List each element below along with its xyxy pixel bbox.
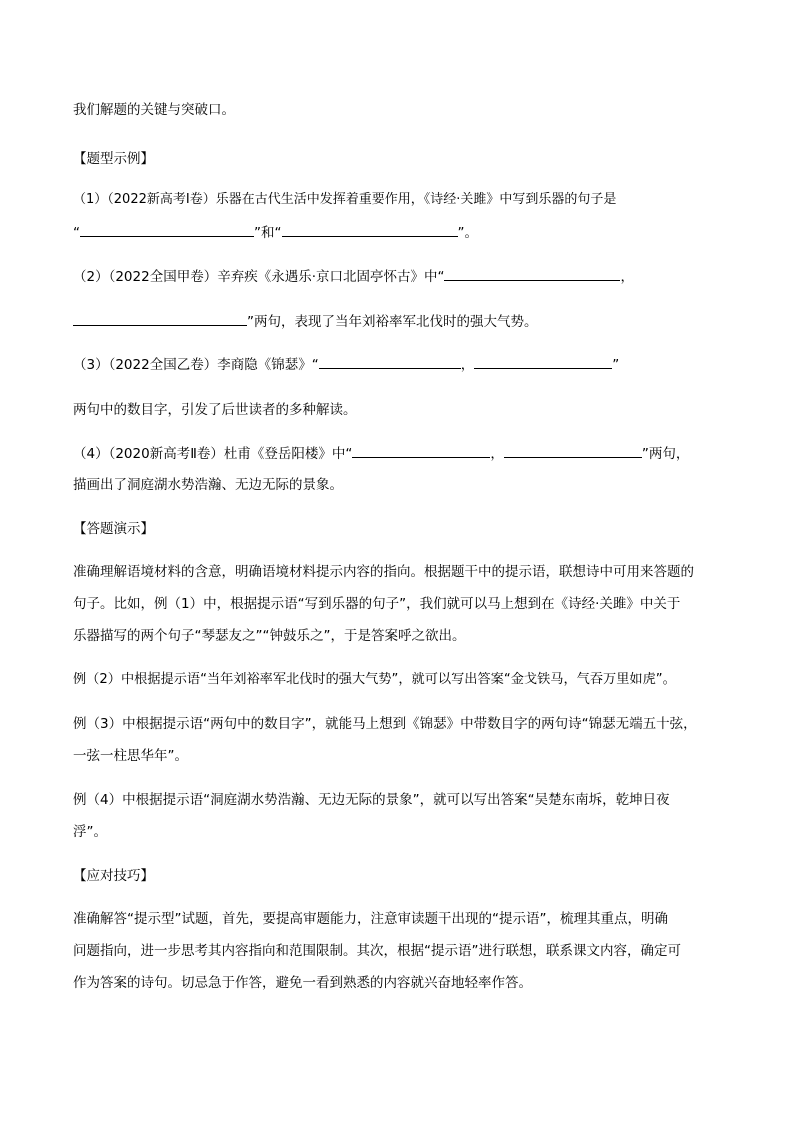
question-1-line-2 <box>73 222 478 243</box>
comma: ， <box>620 269 634 285</box>
answer-blank-1b[interactable] <box>282 222 458 237</box>
answer-blank-3a[interactable] <box>319 354 461 369</box>
answer-blank-4b[interactable] <box>504 443 642 458</box>
question-2-tail: ”两句，表现了当年刘裕率军北伐时的强大气势。 <box>247 314 538 330</box>
quote-open: “ <box>73 225 80 241</box>
quote-separator: ”和“ <box>254 225 282 241</box>
answer-blank-1a[interactable] <box>80 222 254 237</box>
section-heading-demo: 【答题演示】 <box>73 521 154 537</box>
answer-blank-4a[interactable] <box>352 443 490 458</box>
quote-close: ” <box>612 357 620 373</box>
comma: ， <box>460 357 475 373</box>
tips-paragraph-line-2: 问题指向，进一步思考其内容指向和范围限制。其次，根据“提示语”进行联想，联系课文内容，确定可 <box>73 943 681 959</box>
quote-end: ”。 <box>457 225 478 241</box>
question-2-text: （2）（2022全国甲卷）辛弃疾《永遇乐·京口北固亭怀古》中“ <box>73 269 445 285</box>
tips-paragraph-line-3: 作为答案的诗句。切忌急于作答，避免一看到熟悉的内容就兴奋地轻率作答。 <box>73 975 532 991</box>
demo-paragraph-4-line-1: 例（4）中根据提示语“洞庭湖水势浩瀚、无边无际的景象”，就可以写出答案“吴楚东南坼，乾坤日夜 <box>73 792 670 808</box>
demo-paragraph-4-line-2: 浮”。 <box>73 824 107 840</box>
question-2-line-2 <box>73 311 538 332</box>
section-heading-examples: 【题型示例】 <box>73 151 154 167</box>
question-3-line-2: 两句中的数目字，引发了后世读者的多种解读。 <box>73 402 357 418</box>
demo-paragraph-1-line-1: 准确理解语境材料的含意，明确语境材料提示内容的指向。根据题干中的提示语，联想诗中可用来答题的 <box>73 564 694 580</box>
question-4-line-2: 描画出了洞庭湖水势浩瀚、无边无际的景象。 <box>73 477 343 493</box>
question-1-line-1: （1）（2022新高考Ⅰ卷）乐器在古代生活中发挥着重要作用，《诗经·关雎》中写到乐器的句子是 <box>73 192 617 207</box>
question-2-line-1 <box>73 266 634 287</box>
answer-blank-2a[interactable] <box>444 266 620 281</box>
intro-line: 我们解题的关键与突破口。 <box>73 102 235 118</box>
demo-paragraph-3-line-1: 例（3）中根据提示语“两句中的数目字”，就能马上想到《锦瑟》中带数目字的两句诗“锦瑟无端五十弦， <box>73 716 697 732</box>
answer-blank-3b[interactable] <box>474 354 612 369</box>
demo-paragraph-1-line-2: 句子。比如，例（1）中，根据提示语“写到乐器的句子”，我们就可以马上想到在《诗经·关雎》中关于 <box>73 596 681 612</box>
demo-paragraph-3-line-2: 一弦一柱思华年”。 <box>73 748 188 764</box>
demo-paragraph-2: 例（2）中根据提示语“当年刘裕率军北伐时的强大气势”，就可以写出答案“金戈铁马，气吞万里如虎”。 <box>73 672 676 687</box>
comma: ， <box>490 446 504 462</box>
tips-paragraph-line-1: 准确解答“提示型”试题，首先，要提高审题能力，注意审读题干出现的“提示语”，梳理其重点，明确 <box>73 911 668 927</box>
question-4-line-1 <box>73 443 689 464</box>
question-4-text: （4）（2020新高考Ⅱ卷）杜甫《登岳阳楼》中“ <box>73 446 353 462</box>
answer-blank-2b[interactable] <box>73 311 247 326</box>
question-3-line-1 <box>73 354 619 375</box>
question-3-text: （3）（2022全国乙卷）李商隐《锦瑟》“ <box>73 357 319 373</box>
demo-paragraph-1-line-3: 乐器描写的两个句子“琴瑟友之”“钟鼓乐之”，于是答案呼之欲出。 <box>73 628 466 644</box>
section-heading-tips: 【应对技巧】 <box>73 868 154 884</box>
question-4-tail: ”两句， <box>641 446 690 462</box>
